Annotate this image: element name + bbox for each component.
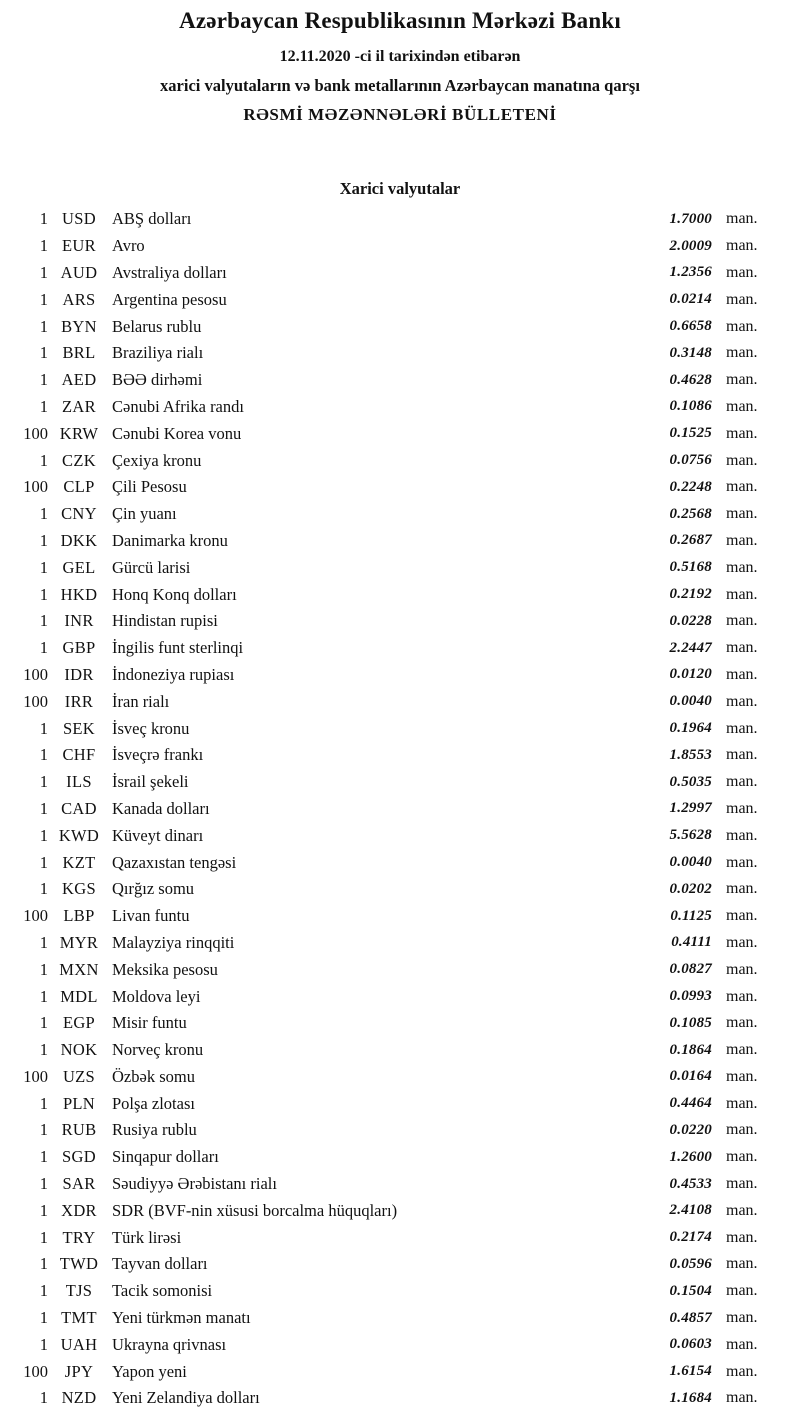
table-row: [0, 715, 800, 742]
table-row: [0, 930, 800, 957]
unit-label-cell: man.: [726, 1175, 758, 1193]
currency-name-cell: Cənubi Afrika randı: [112, 396, 244, 416]
unit-label-cell: man.: [726, 799, 758, 817]
currency-code-cell: TRY: [62, 1227, 96, 1247]
currency-name-cell: Meksika pesosu: [112, 959, 218, 979]
currency-name-cell: Çin yuanı: [112, 504, 177, 524]
unit-label-cell: man.: [726, 692, 758, 710]
table-row: [0, 313, 800, 340]
currency-name-cell: İngilis funt sterlinqi: [112, 638, 244, 658]
quantity-cell: 1: [39, 1227, 48, 1247]
currency-name-cell: SDR (BVF-nin xüsusi borcalma hüquqları): [112, 1200, 398, 1220]
currency-code-cell: XDR: [61, 1200, 97, 1220]
currency-code-cell: JPY: [64, 1361, 94, 1381]
table-row: [0, 1331, 800, 1358]
rate-value-cell: 0.0596: [669, 1255, 712, 1272]
table-row: [0, 1064, 800, 1091]
currency-name-cell: İsveç kronu: [112, 718, 190, 738]
bank-name-title: Azərbaycan Respublikasının Mərkəzi Bankı: [179, 8, 621, 33]
quantity-cell: 1: [39, 718, 48, 738]
table-row: [0, 769, 800, 796]
rate-value-cell: 0.0164: [669, 1068, 712, 1085]
unit-label-cell: man.: [726, 1309, 758, 1327]
currency-code-cell: KZT: [62, 852, 96, 872]
currency-code-cell: CZK: [62, 450, 96, 470]
table-row: [0, 394, 800, 421]
rate-value-cell: 0.1964: [669, 720, 712, 737]
table-row: [0, 688, 800, 715]
currency-code-cell: CAD: [61, 798, 97, 818]
quantity-cell: 100: [23, 423, 48, 443]
rate-value-cell: 1.6154: [669, 1363, 712, 1380]
currency-name-cell: Yeni türkmən manatı: [112, 1308, 251, 1328]
unit-label-cell: man.: [726, 263, 758, 281]
quantity-cell: 1: [39, 879, 48, 899]
quantity-cell: 1: [39, 396, 48, 416]
currency-name-cell: Yeni Zelandiya dolları: [112, 1388, 260, 1408]
currency-code-cell: EGP: [62, 1013, 96, 1033]
currency-code-cell: RUB: [61, 1120, 97, 1140]
currency-code-cell: TWD: [59, 1254, 99, 1274]
quantity-cell: 100: [23, 906, 48, 926]
quantity-cell: 1: [39, 370, 48, 390]
quantity-cell: 1: [39, 772, 48, 792]
quantity-cell: 1: [39, 932, 48, 952]
quantity-cell: 1: [39, 1174, 48, 1194]
quantity-cell: 1: [39, 798, 48, 818]
unit-label-cell: man.: [726, 612, 758, 630]
document-header: [0, 8, 800, 125]
table-row: [0, 340, 800, 367]
quantity-cell: 1: [39, 1013, 48, 1033]
quantity-cell: 1: [39, 262, 48, 282]
table-row: [0, 501, 800, 528]
rate-value-cell: 0.0228: [669, 612, 712, 629]
currency-code-cell: SAR: [62, 1174, 96, 1194]
currency-name-cell: Malayziya rinqqiti: [112, 932, 235, 952]
unit-label-cell: man.: [726, 960, 758, 978]
rate-value-cell: 0.0040: [669, 854, 712, 871]
currency-name-cell: Avstraliya dolları: [112, 262, 227, 282]
rate-value-cell: 0.1504: [669, 1282, 712, 1299]
unit-label-cell: man.: [726, 585, 758, 603]
rate-value-cell: 0.2174: [669, 1229, 712, 1246]
currency-code-cell: SGD: [62, 1147, 96, 1167]
table-row: [0, 983, 800, 1010]
rates-table-body: [0, 206, 800, 1412]
rate-value-cell: 0.1086: [669, 398, 712, 415]
currency-name-cell: Norveç kronu: [112, 1040, 204, 1060]
unit-label-cell: man.: [726, 1389, 758, 1407]
rate-value-cell: 0.2248: [669, 478, 712, 495]
rate-value-cell: 0.0202: [669, 880, 712, 897]
unit-label-cell: man.: [726, 1067, 758, 1085]
rate-value-cell: 2.0009: [669, 237, 712, 254]
rate-value-cell: 0.6658: [669, 318, 712, 335]
currency-name-cell: Moldova leyi: [112, 986, 201, 1006]
currency-name-cell: Qırğız somu: [112, 879, 195, 899]
currency-code-cell: BYN: [61, 316, 97, 336]
currency-code-cell: CNY: [61, 504, 97, 524]
currency-name-cell: Rusiya rublu: [112, 1120, 197, 1140]
table-row: [0, 956, 800, 983]
quantity-cell: 100: [23, 477, 48, 497]
quantity-cell: 1: [39, 504, 48, 524]
rate-value-cell: 1.2997: [669, 800, 712, 817]
unit-label-cell: man.: [726, 639, 758, 657]
rate-value-cell: 1.7000: [669, 210, 712, 227]
rate-value-cell: 5.5628: [669, 827, 712, 844]
table-row: [0, 1197, 800, 1224]
unit-label-cell: man.: [726, 451, 758, 469]
rate-value-cell: 1.2356: [669, 264, 712, 281]
currency-code-cell: LBP: [63, 906, 95, 926]
table-row: [0, 528, 800, 555]
currency-name-cell: Polşa zlotası: [112, 1093, 195, 1113]
rate-value-cell: 0.0993: [669, 988, 712, 1004]
unit-label-cell: man.: [726, 317, 758, 335]
currency-code-cell: UAH: [60, 1334, 98, 1354]
rate-value-cell: 0.0214: [669, 291, 712, 308]
unit-label-cell: man.: [726, 505, 758, 523]
table-row: [0, 1224, 800, 1251]
currency-code-cell: MXN: [59, 959, 99, 979]
table-row: [0, 608, 800, 635]
unit-label-cell: man.: [726, 933, 758, 951]
quantity-cell: 1: [39, 611, 48, 631]
unit-label-cell: man.: [726, 1335, 758, 1353]
currency-code-cell: GEL: [62, 557, 96, 577]
unit-label-cell: man.: [726, 424, 758, 442]
quantity-cell: 100: [23, 1361, 48, 1381]
quantity-cell: 1: [39, 1281, 48, 1301]
rate-value-cell: 0.0756: [669, 452, 712, 469]
table-row: [0, 1305, 800, 1332]
unit-label-cell: man.: [726, 665, 758, 683]
unit-label-cell: man.: [726, 210, 758, 228]
quantity-cell: 1: [39, 1200, 48, 1220]
quantity-cell: 1: [39, 638, 48, 658]
unit-label-cell: man.: [726, 1041, 758, 1059]
currency-name-cell: BƏƏ dirhəmi: [112, 370, 203, 390]
table-row: [0, 420, 800, 447]
rate-value-cell: 2.4108: [669, 1202, 712, 1219]
currency-code-cell: ARS: [62, 289, 96, 309]
rate-value-cell: 0.2192: [669, 586, 712, 603]
currency-name-cell: İndoneziya rupiası: [112, 664, 235, 684]
table-row: [0, 742, 800, 769]
rate-value-cell: 0.2687: [669, 532, 712, 549]
table-row: [0, 1090, 800, 1117]
unit-label-cell: man.: [726, 880, 758, 898]
table-row: [0, 474, 800, 501]
effective-date-line: 12.11.2020 -ci il tarixindən etibarən: [279, 48, 521, 65]
unit-label-cell: man.: [726, 397, 758, 415]
currency-name-cell: Tayvan dolları: [112, 1254, 208, 1274]
unit-label-cell: man.: [726, 344, 758, 362]
table-row: [0, 822, 800, 849]
currency-code-cell: NZD: [61, 1388, 97, 1408]
rate-value-cell: 0.1525: [669, 425, 712, 442]
table-row: [0, 233, 800, 260]
table-row: [0, 554, 800, 581]
unit-label-cell: man.: [726, 1228, 758, 1246]
currency-code-cell: DKK: [60, 530, 98, 550]
quantity-cell: 1: [39, 343, 48, 363]
table-row: [0, 1385, 800, 1412]
quantity-cell: 1: [39, 450, 48, 470]
quantity-cell: 1: [39, 557, 48, 577]
table-row: [0, 1278, 800, 1305]
quantity-cell: 1: [39, 289, 48, 309]
quantity-cell: 1: [39, 825, 48, 845]
currency-code-cell: UZS: [62, 1066, 96, 1086]
rate-value-cell: 0.1125: [670, 907, 712, 924]
currency-code-cell: IDR: [64, 664, 94, 684]
rate-value-cell: 0.3148: [669, 344, 712, 361]
table-row: [0, 260, 800, 287]
currency-name-cell: Gürcü larisi: [112, 557, 191, 577]
unit-label-cell: man.: [726, 746, 758, 764]
rate-value-cell: 0.0603: [669, 1336, 712, 1353]
currency-name-cell: Çexiya kronu: [112, 450, 202, 470]
rate-value-cell: 2.2447: [669, 639, 712, 656]
rate-value-cell: 0.5168: [669, 559, 712, 576]
rate-value-cell: 1.2600: [669, 1148, 712, 1165]
quantity-cell: 100: [23, 664, 48, 684]
unit-label-cell: man.: [726, 1148, 758, 1166]
currency-name-cell: İran rialı: [112, 691, 170, 711]
table-row: [0, 206, 800, 233]
rate-value-cell: 1.8553: [669, 746, 712, 763]
unit-label-cell: man.: [726, 237, 758, 255]
quantity-cell: 1: [39, 209, 48, 229]
quantity-cell: 1: [39, 584, 48, 604]
currency-code-cell: PLN: [62, 1093, 96, 1113]
currency-name-cell: Argentina pesosu: [112, 289, 227, 309]
unit-label-cell: man.: [726, 1255, 758, 1273]
table-row: [0, 796, 800, 823]
currency-code-cell: AUD: [60, 262, 98, 282]
quantity-cell: 1: [39, 1147, 48, 1167]
currency-name-cell: Belarus rublu: [112, 316, 202, 336]
currency-name-cell: Özbək somu: [112, 1066, 195, 1086]
unit-label-cell: man.: [726, 987, 758, 1005]
section-title-foreign-currencies: Xarici valyutalar: [339, 179, 461, 198]
unit-label-cell: man.: [726, 773, 758, 791]
rate-value-cell: 0.0040: [669, 693, 712, 710]
quantity-cell: 1: [39, 986, 48, 1006]
currency-code-cell: MDL: [60, 986, 98, 1006]
currency-name-cell: Cənubi Korea vonu: [112, 423, 242, 443]
unit-label-cell: man.: [726, 290, 758, 308]
quantity-cell: 1: [39, 1040, 48, 1060]
table-row: [0, 1144, 800, 1171]
currency-code-cell: GBP: [62, 638, 96, 658]
currency-name-cell: Küveyt dinarı: [112, 825, 204, 845]
unit-label-cell: man.: [726, 826, 758, 844]
unit-label-cell: man.: [726, 371, 758, 389]
quantity-cell: 1: [39, 1308, 48, 1328]
rate-value-cell: 0.0120: [669, 666, 712, 683]
quantity-cell: 1: [39, 959, 48, 979]
quantity-cell: 100: [23, 691, 48, 711]
rate-value-cell: 0.4111: [671, 934, 712, 951]
currency-code-cell: TJS: [65, 1281, 93, 1301]
currency-name-cell: Hindistan rupisi: [112, 611, 218, 631]
currency-code-cell: KRW: [59, 423, 99, 443]
currency-name-cell: Türk lirəsi: [112, 1227, 182, 1247]
unit-label-cell: man.: [726, 558, 758, 576]
rate-value-cell: 0.1864: [669, 1041, 712, 1058]
unit-label-cell: man.: [726, 1121, 758, 1139]
quantity-cell: 1: [39, 745, 48, 765]
currency-name-cell: Danimarka kronu: [112, 530, 228, 550]
currency-code-cell: EUR: [62, 236, 96, 256]
currency-name-cell: Ukrayna qrivnası: [112, 1334, 227, 1354]
table-row: [0, 1358, 800, 1385]
table-row: [0, 286, 800, 313]
currency-name-cell: Sinqapur dolları: [112, 1147, 219, 1167]
quantity-cell: 1: [39, 1388, 48, 1408]
quantity-cell: 1: [39, 316, 48, 336]
table-row: [0, 1117, 800, 1144]
table-row: [0, 581, 800, 608]
currency-code-cell: KGS: [62, 879, 96, 899]
currency-code-cell: ZAR: [62, 396, 96, 416]
currency-code-cell: CHF: [62, 745, 96, 765]
currency-code-cell: TMT: [61, 1308, 97, 1328]
unit-label-cell: man.: [726, 1362, 758, 1380]
currency-code-cell: KWD: [58, 825, 100, 845]
currency-name-cell: Çili Pesosu: [112, 477, 187, 497]
unit-label-cell: man.: [726, 719, 758, 737]
table-row: [0, 849, 800, 876]
currency-code-cell: BRL: [62, 343, 96, 363]
table-row: [0, 367, 800, 394]
rates-table: [0, 206, 800, 1412]
rate-value-cell: 1.1684: [669, 1389, 712, 1406]
table-row: [0, 1171, 800, 1198]
rate-value-cell: 0.2568: [669, 505, 712, 522]
unit-label-cell: man.: [726, 478, 758, 496]
currency-name-cell: Səudiyyə Ərəbistanı rialı: [112, 1174, 277, 1194]
unit-label-cell: man.: [726, 531, 758, 549]
rate-value-cell: 0.4533: [669, 1175, 712, 1192]
unit-label-cell: man.: [726, 907, 758, 925]
currency-name-cell: Kanada dolları: [112, 798, 210, 818]
table-row: [0, 903, 800, 930]
currency-code-cell: SEK: [62, 718, 96, 738]
currency-name-cell: ABŞ dolları: [112, 209, 192, 229]
currency-code-cell: CLP: [63, 477, 95, 497]
table-row: [0, 447, 800, 474]
currency-name-cell: Misir funtu: [112, 1013, 187, 1033]
rate-value-cell: 0.4628: [669, 371, 712, 388]
quantity-cell: 1: [39, 1254, 48, 1274]
currency-code-cell: IRR: [64, 691, 94, 711]
unit-label-cell: man.: [726, 853, 758, 871]
table-row: [0, 635, 800, 662]
currency-name-cell: İsrail şekeli: [112, 772, 189, 792]
table-row: [0, 876, 800, 903]
rate-value-cell: 0.4857: [669, 1309, 712, 1326]
unit-label-cell: man.: [726, 1094, 758, 1112]
table-row: [0, 1010, 800, 1037]
quantity-cell: 1: [39, 1334, 48, 1354]
quantity-cell: 1: [39, 1093, 48, 1113]
currency-code-cell: INR: [64, 611, 94, 631]
currency-code-cell: MYR: [59, 932, 99, 952]
currency-name-cell: Braziliya rialı: [112, 343, 204, 363]
currency-name-cell: Tacik somonisi: [112, 1281, 213, 1301]
currency-code-cell: ILS: [66, 772, 92, 792]
bulletin-title: RƏSMİ MƏZƏNNƏLƏRİ BÜLLETENİ: [243, 105, 557, 124]
subject-line: xarici valyutaların və bank metallarının Azərbaycan manatına qarşı: [160, 76, 640, 95]
unit-label-cell: man.: [726, 1282, 758, 1300]
rate-value-cell: 0.4464: [669, 1095, 712, 1112]
rate-value-cell: 0.0827: [669, 961, 712, 978]
rate-value-cell: 0.1085: [669, 1014, 712, 1031]
quantity-cell: 1: [39, 236, 48, 256]
rate-value-cell: 0.5035: [669, 773, 712, 790]
currency-name-cell: Avro: [112, 236, 145, 256]
unit-label-cell: man.: [726, 1014, 758, 1032]
currency-code-cell: USD: [62, 209, 96, 229]
table-row: [0, 1251, 800, 1278]
quantity-cell: 1: [39, 852, 48, 872]
quantity-cell: 1: [39, 530, 48, 550]
table-row: [0, 662, 800, 689]
currency-name-cell: Yapon yeni: [112, 1361, 187, 1381]
quantity-cell: 100: [23, 1066, 48, 1086]
table-row: [0, 1037, 800, 1064]
currency-code-cell: AED: [61, 370, 97, 390]
quantity-cell: 1: [39, 1120, 48, 1140]
currency-code-cell: HKD: [60, 584, 98, 604]
currency-name-cell: İsveçrə frankı: [112, 745, 204, 765]
currency-name-cell: Qazaxıstan tengəsi: [112, 852, 237, 872]
currency-name-cell: Livan funtu: [112, 906, 190, 926]
currency-name-cell: Honq Konq dolları: [112, 584, 237, 604]
currency-code-cell: NOK: [60, 1040, 98, 1060]
unit-label-cell: man.: [726, 1201, 758, 1219]
rate-value-cell: 0.0220: [669, 1121, 712, 1138]
